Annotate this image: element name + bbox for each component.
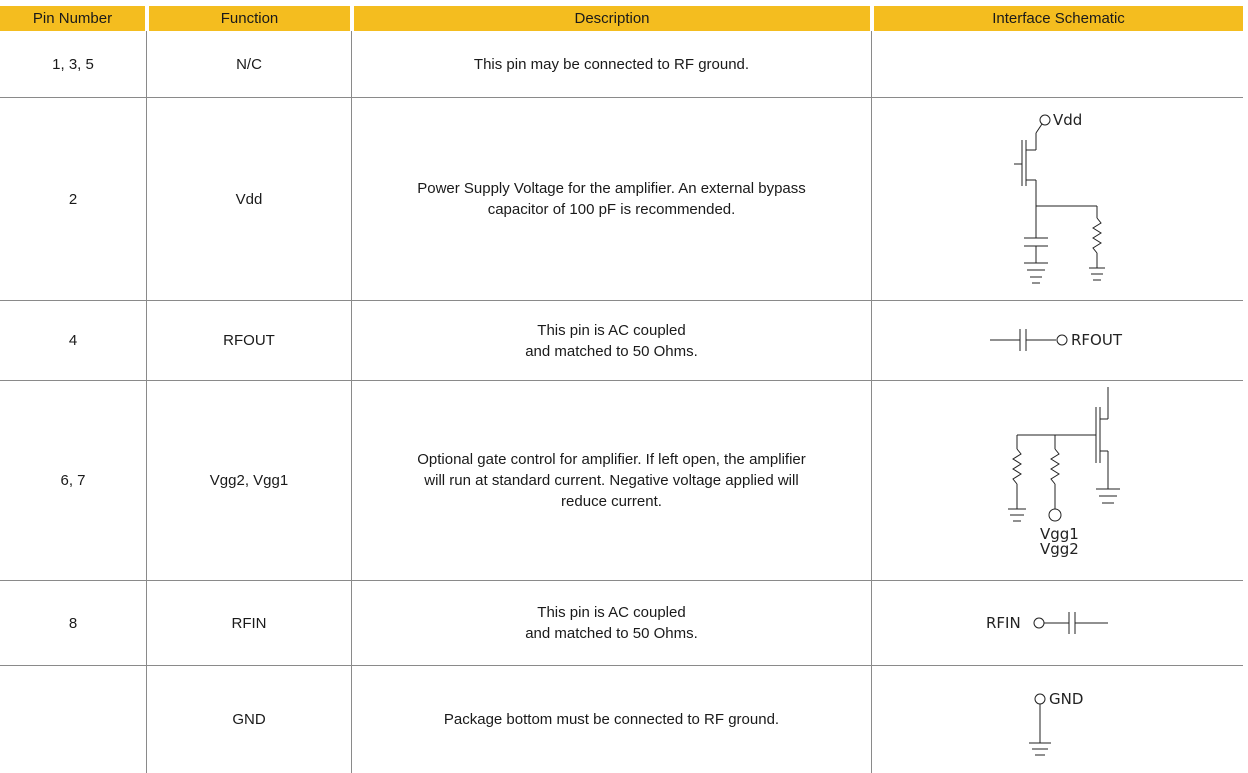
function-cell: RFIN: [231, 614, 267, 632]
terminal-node: [1057, 335, 1067, 345]
function-cell: Vdd: [235, 190, 263, 208]
description-cell: Package bottom must be connected to RF ground.: [443, 711, 780, 728]
schematic-label-gnd: GND: [1049, 690, 1084, 708]
function-cell: Vgg2, Vgg1: [209, 472, 289, 489]
schematic-label-vgg2: Vgg2: [1040, 540, 1079, 558]
schematic-label-vdd: Vdd: [1053, 111, 1083, 129]
pin-number-cell: 4: [68, 332, 78, 349]
function-cell: GND: [232, 711, 266, 728]
pin-number-cell: [0, 666, 146, 773]
gnd-interface-schematic: [872, 666, 1243, 773]
pin-number-cell: 2: [68, 190, 78, 208]
rfin-interface-schematic: [872, 581, 1243, 665]
header-interface-schematic: Interface Schematic: [874, 6, 1243, 31]
header-function: Function: [149, 6, 350, 31]
description-cell: Optional gate control for amplifier. If left open, the amplifier will run at standard current. Negative voltage applied will reduce current.: [417, 451, 806, 510]
pin-number-cell: 6, 7: [60, 472, 86, 489]
terminal-node: [1034, 618, 1044, 628]
schematic-label-vgg1: Vgg1: [1040, 525, 1079, 543]
pin-number-cell: 8: [68, 614, 78, 632]
header-pin-number: Pin Number: [0, 6, 145, 31]
description-cell: This pin is AC coupled and matched to 50 Ohms.: [525, 604, 698, 642]
vdd-interface-schematic: [872, 98, 1243, 300]
description-cell: Power Supply Voltage for the amplifier. An external bypass capacitor of 100 pF is recommended.: [417, 180, 806, 218]
schematic-label-rfin: RFIN: [986, 614, 1021, 632]
terminal-node: [1040, 115, 1050, 125]
rfout-interface-schematic: [872, 301, 1243, 380]
description-cell: This pin is AC coupled and matched to 50 Ohms.: [525, 321, 698, 360]
description-cell: This pin may be connected to RF ground.: [473, 56, 750, 73]
vgg-interface-schematic: [872, 381, 1243, 580]
header-description: Description: [354, 6, 870, 31]
pin-number-cell: 1, 3, 5: [52, 56, 94, 73]
function-cell: N/C: [236, 56, 262, 73]
terminal-node: [1035, 694, 1045, 704]
schematic-label-rfout: RFOUT: [1071, 331, 1122, 349]
function-cell: RFOUT: [223, 332, 275, 349]
terminal-node: [1049, 509, 1061, 521]
